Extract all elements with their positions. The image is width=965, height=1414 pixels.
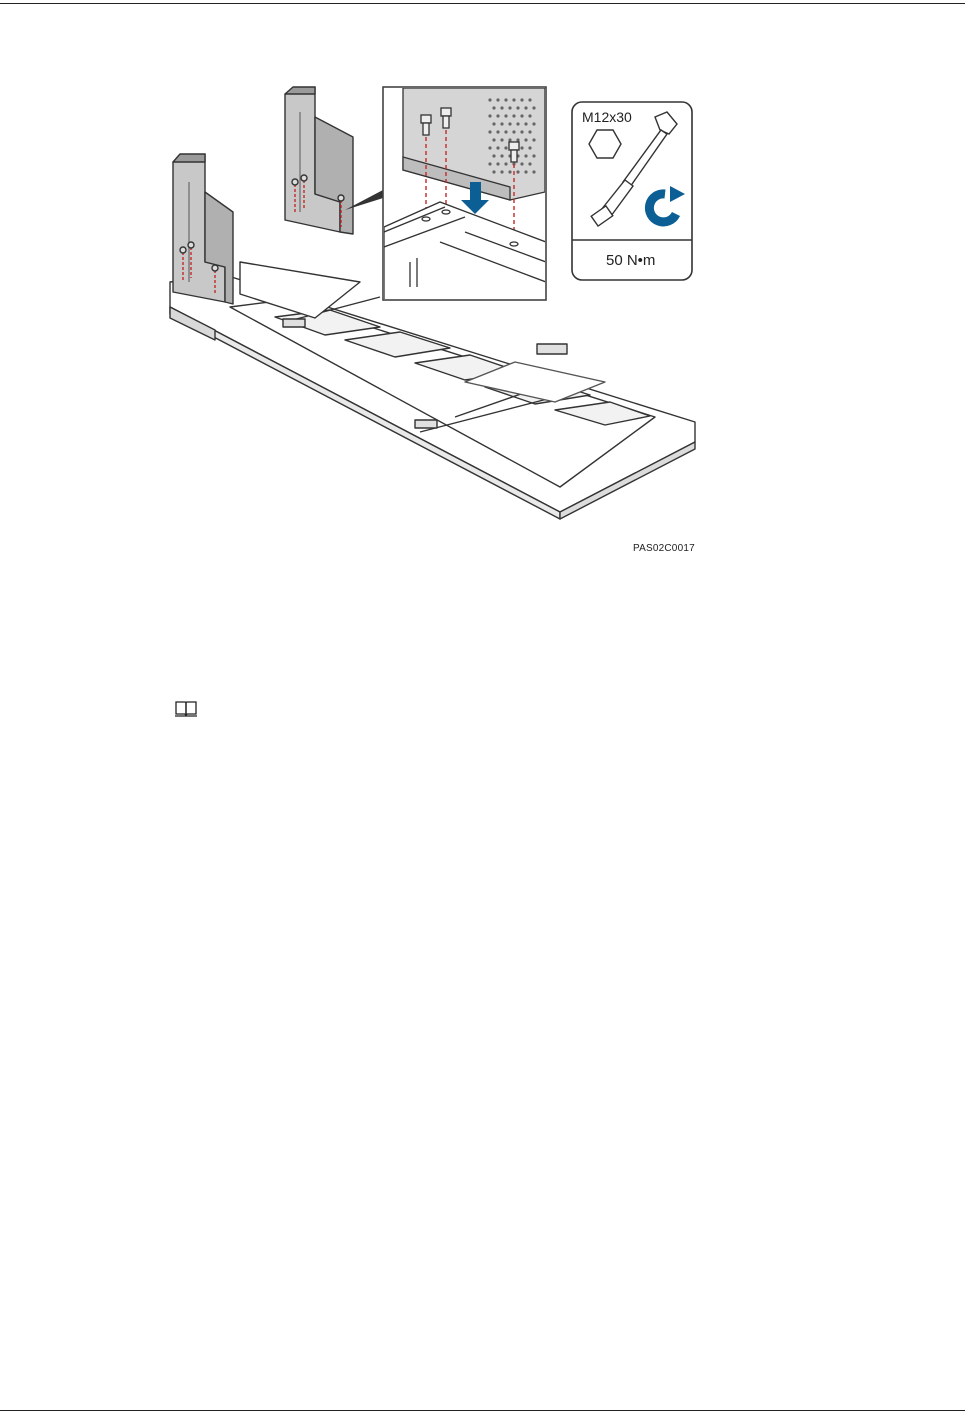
hex-nut-icon: [589, 130, 621, 158]
header-rule: [0, 3, 965, 4]
left-mounting-bracket: [173, 154, 233, 304]
bolt-spec-label: M12x30: [582, 109, 632, 125]
figure-id-label: PAS02C0017: [633, 543, 695, 554]
right-mounting-bracket: [285, 87, 353, 234]
installation-figure: [165, 82, 705, 527]
footer-rule: [0, 1410, 965, 1411]
torque-value-label: 50 N•m: [606, 252, 656, 269]
book-icon: [174, 700, 198, 718]
detail-inset: [383, 87, 546, 300]
torque-spec-box: [572, 102, 692, 280]
